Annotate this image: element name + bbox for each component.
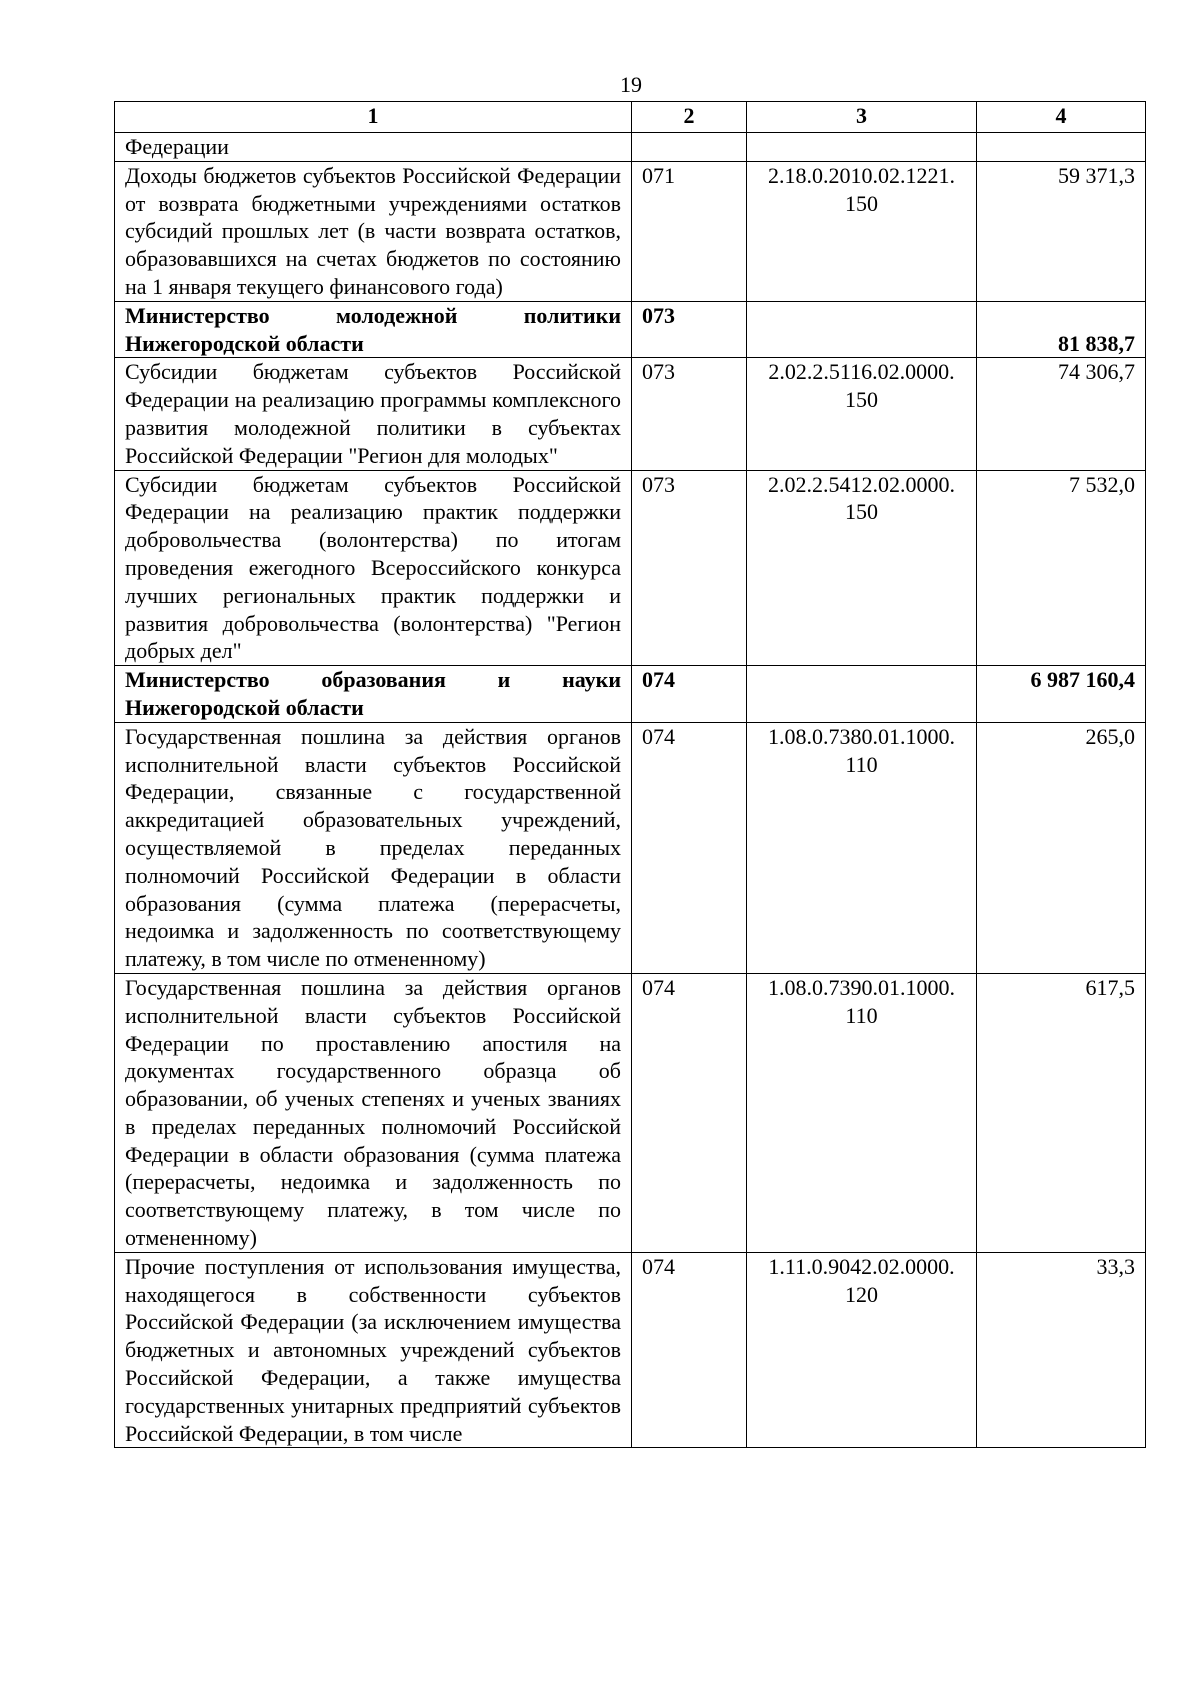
table-row (115, 722, 1146, 973)
table-row (115, 161, 1146, 301)
row-admin-code: 074 (632, 666, 747, 723)
column-header: 1 (115, 102, 632, 133)
row-classification-code: 2.02.2.5412.02.0000. 150 (747, 470, 977, 666)
row-amount (977, 133, 1146, 162)
row-amount: 81 838,7 (977, 301, 1146, 358)
row-admin-code: 074 (632, 1252, 747, 1448)
column-header: 2 (632, 102, 747, 133)
budget-table (114, 101, 1146, 1448)
row-name: Министерство молодежной политики Нижегородской области (115, 301, 632, 358)
row-admin-code (632, 133, 747, 162)
row-classification-code (747, 301, 977, 358)
row-admin-code: 073 (632, 470, 747, 666)
row-name: Государственная пошлина за действия органов исполнительной власти субъектов Российской Федерации по проставлению апостиля на документах государственного образца об образовании, об ученых степенях и ученых званиях в пределах переданных полномочий Российской Федерации в области образования (сумма платежа (перерасчеты, недоимка и задолженность по соответствующему платежу, в том числе по отмененному) (115, 973, 632, 1252)
row-classification-code (747, 133, 977, 162)
table-row (115, 973, 1146, 1252)
row-amount: 617,5 (977, 973, 1146, 1252)
row-name: Субсидии бюджетам субъектов Российской Федерации на реализацию практик поддержки добровольчества (волонтерства) по итогам проведения ежегодного Всероссийского конкурса лучших региональных практик поддержки и развития добровольчества (волонтерства) "Регион добрых дел" (115, 470, 632, 666)
row-admin-code: 074 (632, 973, 747, 1252)
row-amount: 33,3 (977, 1252, 1146, 1448)
row-classification-code: 2.02.2.5116.02.0000. 150 (747, 358, 977, 470)
table-header-row (115, 102, 1146, 133)
row-name: Доходы бюджетов субъектов Российской Федерации от возврата бюджетными учреждениями остатков субсидий прошлых лет (в части возврата остатков, образовавшихся на счетах бюджетов по состоянию на 1 января текущего финансового года) (115, 161, 632, 301)
row-admin-code: 073 (632, 358, 747, 470)
row-admin-code: 071 (632, 161, 747, 301)
row-amount: 265,0 (977, 722, 1146, 973)
table-row-section (115, 666, 1146, 723)
row-classification-code: 2.18.0.2010.02.1221. 150 (747, 161, 977, 301)
row-amount: 74 306,7 (977, 358, 1146, 470)
row-amount: 59 371,3 (977, 161, 1146, 301)
row-admin-code: 074 (632, 722, 747, 973)
table-row-section (115, 301, 1146, 358)
row-name: Государственная пошлина за действия органов исполнительной власти субъектов Российской Федерации, связанные с государственной аккредитацией образовательных учреждений, осуществляемой в пределах переданных полномочий Российской Федерации в области образования (сумма платежа (перерасчеты, недоимка и задолженность по соответствующему платежу, в том числе по отмененному) (115, 722, 632, 973)
row-name: Федерации (115, 133, 632, 162)
table-row (115, 470, 1146, 666)
column-header: 4 (977, 102, 1146, 133)
row-classification-code (747, 666, 977, 723)
row-admin-code: 073 (632, 301, 747, 358)
table-row (115, 133, 1146, 162)
table-row (115, 358, 1146, 470)
row-name: Субсидии бюджетам субъектов Российской Федерации на реализацию программы комплексного развития молодежной политики в субъектах Российской Федерации "Регион для молодых" (115, 358, 632, 470)
row-name: Прочие поступления от использования имущества, находящегося в собственности субъектов Российской Федерации (за исключением имущества бюджетных и автономных учреждений субъектов Российской Федерации, а также имущества государственных унитарных предприятий субъектов Российской Федерации, в том числе (115, 1252, 632, 1448)
row-amount: 6 987 160,4 (977, 666, 1146, 723)
row-name: Министерство образования и науки Нижегородской области (115, 666, 632, 723)
row-classification-code: 1.08.0.7390.01.1000. 110 (747, 973, 977, 1252)
row-classification-code: 1.11.0.9042.02.0000. 120 (747, 1252, 977, 1448)
row-amount: 7 532,0 (977, 470, 1146, 666)
row-classification-code: 1.08.0.7380.01.1000. 110 (747, 722, 977, 973)
column-header: 3 (747, 102, 977, 133)
table-row (115, 1252, 1146, 1448)
page-number: 19 (620, 72, 642, 97)
